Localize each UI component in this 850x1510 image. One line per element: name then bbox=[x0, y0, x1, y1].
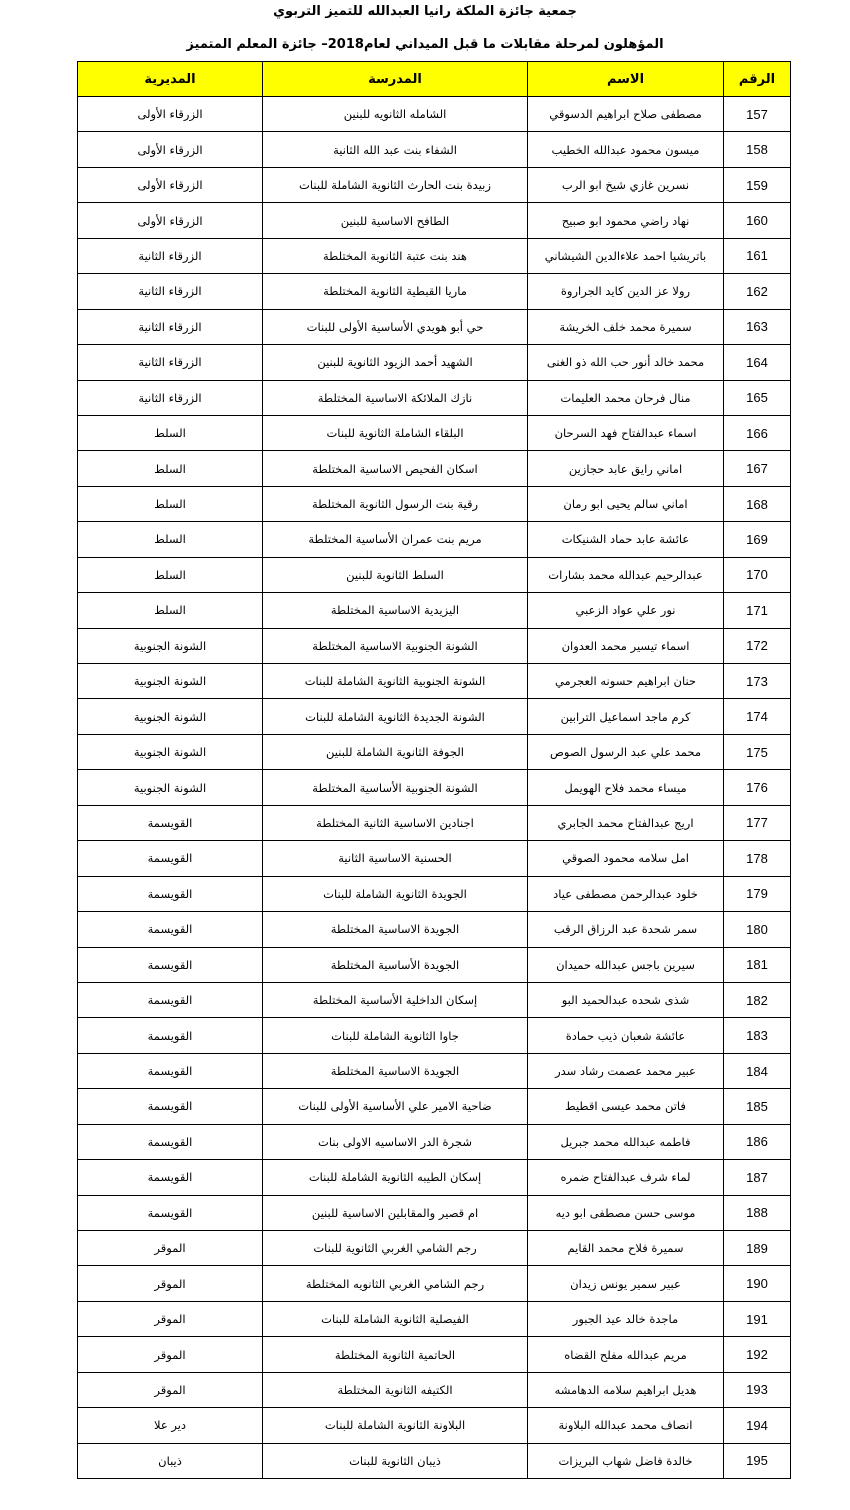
cell-name: اماني رايق عابد حجازين bbox=[528, 451, 724, 486]
table-row bbox=[78, 380, 791, 415]
cell-number: 195 bbox=[724, 1443, 791, 1478]
cell-directorate: القويسمة bbox=[78, 1053, 263, 1088]
cell-school: الحسنية الاساسية الثانية bbox=[263, 841, 528, 876]
column-header-name: الاسم bbox=[528, 62, 724, 97]
cell-name: شذى شحده عبدالحميد البو bbox=[528, 982, 724, 1017]
cell-school: حي أبو هويدي الأساسية الأولى للبنات bbox=[263, 309, 528, 344]
cell-school: الشونة الجنوبية الاساسية المختلطة bbox=[263, 628, 528, 663]
cell-number: 173 bbox=[724, 664, 791, 699]
cell-school: شجرة الدر الاساسيه الاولى بنات bbox=[263, 1124, 528, 1159]
cell-number: 191 bbox=[724, 1301, 791, 1336]
cell-school: البلقاء الشاملة الثانوية للبنات bbox=[263, 415, 528, 450]
cell-directorate: القويسمة bbox=[78, 805, 263, 840]
cell-school: الجويدة الاساسية المختلطة bbox=[263, 912, 528, 947]
cell-number: 160 bbox=[724, 203, 791, 238]
cell-name: لماء شرف عبدالفتاح ضمره bbox=[528, 1160, 724, 1195]
cell-number: 167 bbox=[724, 451, 791, 486]
cell-directorate: السلط bbox=[78, 415, 263, 450]
cell-school: البلاونة الثانوية الشاملة للبنات bbox=[263, 1408, 528, 1443]
table-row bbox=[78, 167, 791, 202]
cell-number: 163 bbox=[724, 309, 791, 344]
cell-school: اجنادين الاساسية الثانية المختلطة bbox=[263, 805, 528, 840]
cell-directorate: القويسمة bbox=[78, 1089, 263, 1124]
cell-name: عبير سمير يونس زيدان bbox=[528, 1266, 724, 1301]
cell-directorate: الزرقاء الأولى bbox=[78, 97, 263, 132]
cell-name: سميرة محمد خلف الخريشة bbox=[528, 309, 724, 344]
cell-number: 192 bbox=[724, 1337, 791, 1372]
table-row bbox=[78, 1124, 791, 1159]
table-row bbox=[78, 699, 791, 734]
table-row bbox=[78, 628, 791, 663]
cell-directorate: القويسمة bbox=[78, 876, 263, 911]
cell-number: 169 bbox=[724, 522, 791, 557]
cell-directorate: الشونة الجنوبية bbox=[78, 628, 263, 663]
table-row bbox=[78, 1443, 791, 1478]
cell-directorate: القويسمة bbox=[78, 947, 263, 982]
cell-school: السلط الثانوية للبنين bbox=[263, 557, 528, 592]
cell-school: الشونة الجنوبية الثانوية الشاملة للبنات bbox=[263, 664, 528, 699]
cell-school: رجم الشامي الغربي الثانوية للبنات bbox=[263, 1231, 528, 1266]
column-header-directorate: المديرية bbox=[78, 62, 263, 97]
cell-school: مريم بنت عمران الأساسية المختلطة bbox=[263, 522, 528, 557]
cell-number: 170 bbox=[724, 557, 791, 592]
cell-directorate: الموقر bbox=[78, 1266, 263, 1301]
table-row bbox=[78, 1160, 791, 1195]
cell-number: 157 bbox=[724, 97, 791, 132]
cell-number: 171 bbox=[724, 593, 791, 628]
cell-school: الكتيفه الثانوية المختلطة bbox=[263, 1372, 528, 1407]
cell-directorate: السلط bbox=[78, 557, 263, 592]
table-row bbox=[78, 415, 791, 450]
table-row bbox=[78, 309, 791, 344]
cell-name: عائشة عابد حماد الشنيكات bbox=[528, 522, 724, 557]
cell-name: اريج عبدالفتاح محمد الجابري bbox=[528, 805, 724, 840]
table-row bbox=[78, 982, 791, 1017]
cell-name: نهاد راضي محمود ابو صبيح bbox=[528, 203, 724, 238]
table-row bbox=[78, 1053, 791, 1088]
cell-directorate: السلط bbox=[78, 593, 263, 628]
cell-name: اماني سالم يحيى ابو رمان bbox=[528, 486, 724, 521]
cell-number: 186 bbox=[724, 1124, 791, 1159]
cell-name: هديل ابراهيم سلامه الدهامشه bbox=[528, 1372, 724, 1407]
cell-directorate: ذيبان bbox=[78, 1443, 263, 1478]
cell-directorate: الزرقاء الثانية bbox=[78, 238, 263, 273]
cell-school: الشامله الثانويه للبنين bbox=[263, 97, 528, 132]
table-row bbox=[78, 203, 791, 238]
cell-number: 158 bbox=[724, 132, 791, 167]
table-row bbox=[78, 1195, 791, 1230]
cell-number: 183 bbox=[724, 1018, 791, 1053]
cell-name: خلود عبدالرحمن مصطفى عياد bbox=[528, 876, 724, 911]
cell-name: امل سلامه محمود الصوقي bbox=[528, 841, 724, 876]
table-row bbox=[78, 274, 791, 309]
table-row bbox=[78, 1337, 791, 1372]
cell-name: ميساء محمد فلاح الهويمل bbox=[528, 770, 724, 805]
cell-name: فاتن محمد عيسى اقطيط bbox=[528, 1089, 724, 1124]
cell-name: رولا عز الدين كايد الجراروة bbox=[528, 274, 724, 309]
cell-number: 181 bbox=[724, 947, 791, 982]
cell-number: 193 bbox=[724, 1372, 791, 1407]
cell-name: محمد علي عبد الرسول الصوص bbox=[528, 734, 724, 769]
cell-school: نازك الملائكة الاساسية المختلطة bbox=[263, 380, 528, 415]
cell-directorate: السلط bbox=[78, 486, 263, 521]
cell-school: ماريا القبطية الثانوية المختلطة bbox=[263, 274, 528, 309]
cell-name: كرم ماجد اسماعيل الترابين bbox=[528, 699, 724, 734]
cell-name: اسماء عبدالفتاح فهد السرحان bbox=[528, 415, 724, 450]
cell-number: 176 bbox=[724, 770, 791, 805]
cell-number: 161 bbox=[724, 238, 791, 273]
cell-school: زبيدة بنت الحارث الثانوية الشاملة للبنات bbox=[263, 167, 528, 202]
cell-name: انصاف محمد عبدالله البلاونة bbox=[528, 1408, 724, 1443]
cell-directorate: الزرقاء الثانية bbox=[78, 274, 263, 309]
cell-directorate: الموقر bbox=[78, 1301, 263, 1336]
cell-number: 187 bbox=[724, 1160, 791, 1195]
table-row bbox=[78, 557, 791, 592]
cell-school: الشفاء بنت عبد الله الثانية bbox=[263, 132, 528, 167]
table-row bbox=[78, 1408, 791, 1443]
cell-name: خالدة فاضل شهاب البريزات bbox=[528, 1443, 724, 1478]
cell-number: 178 bbox=[724, 841, 791, 876]
cell-school: رجم الشامي الغربي الثانويه المختلطة bbox=[263, 1266, 528, 1301]
cell-school: إسكان الداخلية الأساسية المختلطة bbox=[263, 982, 528, 1017]
cell-school: الشونة الجنوبية الأساسية المختلطة bbox=[263, 770, 528, 805]
cell-name: موسى حسن مصطفى ابو ديه bbox=[528, 1195, 724, 1230]
cell-number: 166 bbox=[724, 415, 791, 450]
cell-directorate: السلط bbox=[78, 522, 263, 557]
cell-name: منال فرحان محمد العليمات bbox=[528, 380, 724, 415]
table-row bbox=[78, 97, 791, 132]
cell-number: 159 bbox=[724, 167, 791, 202]
cell-school: ذيبان الثانوية للبنات bbox=[263, 1443, 528, 1478]
table-row bbox=[78, 593, 791, 628]
cell-school: الفيصلية الثانوية الشاملة للبنات bbox=[263, 1301, 528, 1336]
table-row bbox=[78, 770, 791, 805]
cell-number: 182 bbox=[724, 982, 791, 1017]
cell-name: مصطفى صلاح ابراهيم الدسوقي bbox=[528, 97, 724, 132]
table-row bbox=[78, 451, 791, 486]
cell-school: الجوفة الثانوية الشاملة للبنين bbox=[263, 734, 528, 769]
cell-name: ماجدة خالد عيد الجبور bbox=[528, 1301, 724, 1336]
cell-name: مريم عبدالله مفلح القضاه bbox=[528, 1337, 724, 1372]
cell-number: 194 bbox=[724, 1408, 791, 1443]
cell-number: 162 bbox=[724, 274, 791, 309]
table-row bbox=[78, 841, 791, 876]
cell-number: 168 bbox=[724, 486, 791, 521]
cell-school: اسكان الفحيص الاساسية المختلطة bbox=[263, 451, 528, 486]
cell-directorate: الزرقاء الأولى bbox=[78, 167, 263, 202]
table-row bbox=[78, 1266, 791, 1301]
cell-name: سمر شحدة عبد الرزاق الرقب bbox=[528, 912, 724, 947]
cell-school: الجويدة الاساسية المختلطة bbox=[263, 1053, 528, 1088]
cell-directorate: القويسمة bbox=[78, 1195, 263, 1230]
cell-directorate: الشونة الجنوبية bbox=[78, 664, 263, 699]
column-header-number: الرقم bbox=[724, 62, 791, 97]
cell-directorate: الزرقاء الأولى bbox=[78, 132, 263, 167]
cell-directorate: الزرقاء الثانية bbox=[78, 345, 263, 380]
cell-name: عبدالرحيم عبدالله محمد بشارات bbox=[528, 557, 724, 592]
cell-school: الشهيد أحمد الزيود الثانوية للبنين bbox=[263, 345, 528, 380]
cell-directorate: الشونة الجنوبية bbox=[78, 770, 263, 805]
table-row bbox=[78, 912, 791, 947]
cell-name: حنان ابراهيم حسونه العجرمي bbox=[528, 664, 724, 699]
cell-name: عبير محمد عصمت رشاد سدر bbox=[528, 1053, 724, 1088]
cell-directorate: القويسمة bbox=[78, 841, 263, 876]
table-row bbox=[78, 664, 791, 699]
cell-directorate: الموقر bbox=[78, 1337, 263, 1372]
cell-school: اليزيدية الاساسية المختلطة bbox=[263, 593, 528, 628]
cell-number: 174 bbox=[724, 699, 791, 734]
cell-school: ام قصير والمقابلين الاساسية للبنين bbox=[263, 1195, 528, 1230]
cell-directorate: الزرقاء الأولى bbox=[78, 203, 263, 238]
table-row bbox=[78, 947, 791, 982]
cell-number: 172 bbox=[724, 628, 791, 663]
cell-name: فاطمه عبدالله محمد جبريل bbox=[528, 1124, 724, 1159]
cell-number: 179 bbox=[724, 876, 791, 911]
cell-school: هند بنت عتبة الثانوية المختلطة bbox=[263, 238, 528, 273]
cell-name: محمد خالد أنور حب الله ذو الغنى bbox=[528, 345, 724, 380]
cell-number: 184 bbox=[724, 1053, 791, 1088]
table-row bbox=[78, 238, 791, 273]
cell-directorate: الزرقاء الثانية bbox=[78, 380, 263, 415]
table-row bbox=[78, 522, 791, 557]
cell-directorate: القويسمة bbox=[78, 1018, 263, 1053]
cell-school: الطافح الاساسية للبنين bbox=[263, 203, 528, 238]
cell-number: 185 bbox=[724, 1089, 791, 1124]
cell-name: نسرين غازي شيخ ابو الرب bbox=[528, 167, 724, 202]
cell-directorate: الموقر bbox=[78, 1372, 263, 1407]
cell-directorate: القويسمة bbox=[78, 912, 263, 947]
cell-number: 189 bbox=[724, 1231, 791, 1266]
table-row bbox=[78, 876, 791, 911]
cell-school: ضاحية الامير علي الأساسية الأولى للبنات bbox=[263, 1089, 528, 1124]
table-row bbox=[78, 734, 791, 769]
cell-name: ميسون محمود عبدالله الخطيب bbox=[528, 132, 724, 167]
cell-name: سميرة فلاح محمد القايم bbox=[528, 1231, 724, 1266]
table-row bbox=[78, 486, 791, 521]
table-header-row bbox=[78, 62, 791, 97]
cell-directorate: الشونة الجنوبية bbox=[78, 734, 263, 769]
cell-school: الجويدة الثانوية الشاملة للبنات bbox=[263, 876, 528, 911]
table-row bbox=[78, 805, 791, 840]
cell-school: إسكان الطيبه الثانوية الشاملة للبنات bbox=[263, 1160, 528, 1195]
cell-name: باتريشيا احمد علاءالدين الشيشاني bbox=[528, 238, 724, 273]
cell-directorate: القويسمة bbox=[78, 982, 263, 1017]
cell-directorate: السلط bbox=[78, 451, 263, 486]
table-row bbox=[78, 132, 791, 167]
cell-school: الشونة الجديدة الثانوية الشاملة للبنات bbox=[263, 699, 528, 734]
table-row bbox=[78, 1018, 791, 1053]
table-row bbox=[78, 345, 791, 380]
cell-number: 164 bbox=[724, 345, 791, 380]
cell-number: 177 bbox=[724, 805, 791, 840]
cell-name: عائشة شعبان ذيب حمادة bbox=[528, 1018, 724, 1053]
table-row bbox=[78, 1089, 791, 1124]
table-row bbox=[78, 1231, 791, 1266]
column-header-school: المدرسة bbox=[263, 62, 528, 97]
cell-school: الجويدة الأساسية المختلطة bbox=[263, 947, 528, 982]
cell-number: 180 bbox=[724, 912, 791, 947]
cell-directorate: الشونة الجنوبية bbox=[78, 699, 263, 734]
cell-number: 190 bbox=[724, 1266, 791, 1301]
cell-school: رقية بنت الرسول الثانوية المختلطة bbox=[263, 486, 528, 521]
cell-directorate: القويسمة bbox=[78, 1160, 263, 1195]
cell-name: اسماء تيسير محمد العدوان bbox=[528, 628, 724, 663]
cell-name: سيرين باجس عبدالله حميدان bbox=[528, 947, 724, 982]
cell-directorate: دير علا bbox=[78, 1408, 263, 1443]
cell-number: 188 bbox=[724, 1195, 791, 1230]
table-row bbox=[78, 1301, 791, 1336]
cell-directorate: القويسمة bbox=[78, 1124, 263, 1159]
cell-number: 165 bbox=[724, 380, 791, 415]
cell-school: جاوا الثانوية الشاملة للبنات bbox=[263, 1018, 528, 1053]
cell-number: 175 bbox=[724, 734, 791, 769]
table-row bbox=[78, 1372, 791, 1407]
page-subtitle: المؤهلون لمرحلة مقابلات ما قبل الميداني لعام2018– جائزة المعلم المتميز bbox=[186, 37, 664, 52]
cell-name: نور علي عواد الزعبي bbox=[528, 593, 724, 628]
cell-school: الحاتمية الثانوية المختلطة bbox=[263, 1337, 528, 1372]
cell-directorate: الزرقاء الثانية bbox=[78, 309, 263, 344]
qualified-teachers-table bbox=[77, 61, 791, 1479]
cell-directorate: الموقر bbox=[78, 1231, 263, 1266]
page-title: جمعية جائزة الملكة رانيا العبدالله للتميز التربوي bbox=[273, 4, 577, 19]
